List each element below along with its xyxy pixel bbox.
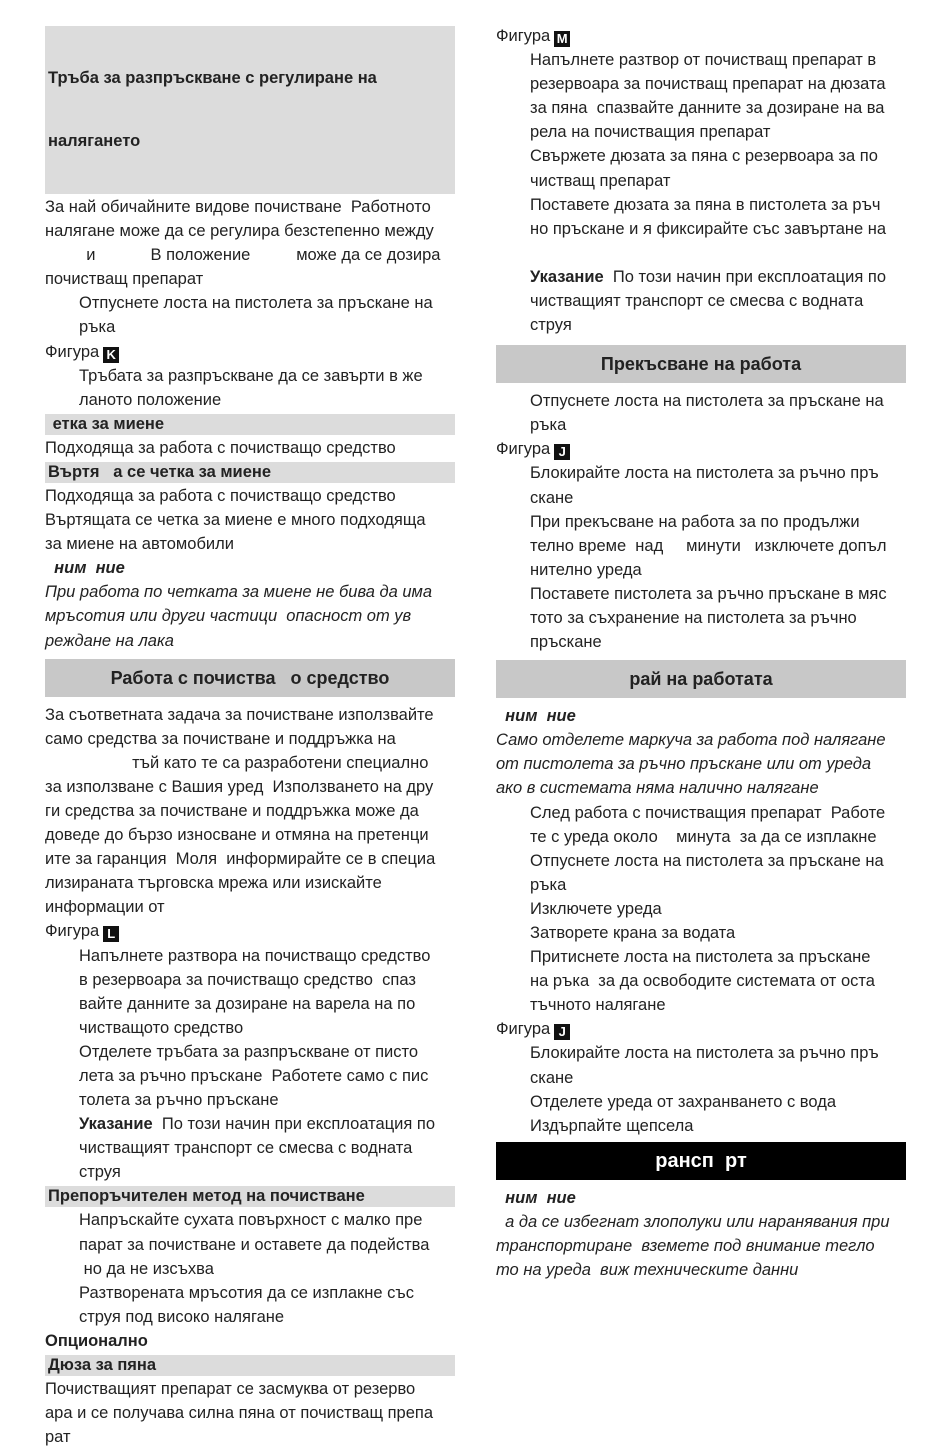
- paragraph: за миене на автомобили: [45, 535, 234, 554]
- spacer: [496, 241, 906, 265]
- section-heading-end-of-work: рай на работата: [496, 660, 906, 698]
- paragraph: доведе до бързо износване и отмяна на претенци: [45, 826, 429, 845]
- step: Свържете дюзата за пяна с резервоара за по: [530, 147, 878, 166]
- hint-text: чистващият транспорт се смесва с водната: [530, 291, 864, 310]
- step: тъчното налягане: [530, 996, 666, 1015]
- step: Блокирайте лоста на пистолета за ръчно пръ: [530, 464, 879, 483]
- attention-label: ним ние: [496, 707, 576, 726]
- step: Отделете тръбата за разпръскване от писто: [79, 1042, 419, 1061]
- figure-ref: Фигура K: [45, 340, 455, 364]
- step: Напълнете разтвора на почистващо средство: [79, 946, 431, 965]
- step: След работа с почистващия препарат Работе: [530, 803, 886, 822]
- step: на ръка за да освободите системата от оста: [530, 972, 875, 991]
- step: скане: [530, 488, 574, 507]
- paragraph: тъй като те са разработени специално: [45, 753, 429, 772]
- step: но пръскане и я фиксирайте със завъртане на: [530, 219, 887, 238]
- attention-text: При работа по четката за миене не бива да има: [45, 583, 433, 602]
- figure-ref: Фигура J: [496, 1017, 906, 1041]
- subheading-spray-tube: Тръба за разпръскване с регулиране на налягането: [45, 26, 455, 194]
- step: Отпуснете лоста на пистолета за пръскане на: [530, 392, 884, 411]
- step: вайте данните за дозиране на варела на по: [79, 994, 416, 1013]
- attention-text: то на уреда виж техническите данни: [496, 1261, 799, 1280]
- hint-text: струя: [79, 1163, 121, 1182]
- hint-text: чистващият транспорт се смесва с водната: [79, 1139, 413, 1158]
- attention-text: ако в системата няма налично налягане: [496, 779, 819, 798]
- hint: Указание По този начин при експлоатация по: [79, 1115, 435, 1134]
- subheading-rotating-brush: Въртя а се четка за миене: [45, 462, 455, 483]
- attention-text: Само отделете маркуча за работа под налягане: [496, 731, 886, 750]
- paragraph: Подходяща за работа с почистващо средство: [45, 486, 396, 505]
- hint: Указание По този начин при експлоатация по: [530, 267, 886, 286]
- section-heading-detergent: Работа с почиства о средство: [45, 659, 455, 697]
- step: При прекъсване на работа за по продължи: [530, 512, 860, 531]
- step: ръка: [79, 318, 116, 337]
- paragraph: ара и се получава силна пяна от почистващ препа: [45, 1404, 434, 1423]
- step: скане: [530, 1068, 574, 1087]
- paragraph: само средства за почистване и поддръжка на: [45, 729, 396, 748]
- hint-label: Указание: [530, 267, 604, 286]
- step: струя под високо налягане: [79, 1307, 285, 1326]
- section-heading-transport: рансп рт: [496, 1142, 906, 1180]
- attention-label: ним ние: [496, 1188, 576, 1207]
- paragraph: За най обичайните видове почистване Работното: [45, 198, 431, 216]
- paragraph: Подходяща за работа с почистващо средство: [45, 438, 396, 457]
- step: Притиснете лоста на пистолета за пръскане: [530, 948, 871, 967]
- figure-ref: Фигура L: [45, 919, 455, 943]
- step: телно време над минути изключете допъл: [530, 536, 887, 555]
- step: Поставете пистолета за ръчно пръскане в мяс: [530, 584, 887, 603]
- hint-text: струя: [530, 316, 572, 335]
- step: Издърпайте щепсела: [530, 1116, 694, 1135]
- paragraph: за използване с Вашия уред Използването на дру: [45, 777, 434, 796]
- step: Тръбата за разпръскване да се завърти в же: [79, 366, 423, 385]
- step: тото за съхранение на пистолета за ръчно: [530, 608, 857, 627]
- step: Блокирайте лоста на пистолета за ръчно пръ: [530, 1044, 879, 1063]
- attention-text: транспортиране вземете под внимание тегло: [496, 1237, 875, 1256]
- step: Напълнете разтвор от почистващ препарат в: [530, 51, 877, 70]
- figure-ref: Фигура J: [496, 437, 906, 461]
- attention-text: от пистолета за ръчно пръскане или от уреда: [496, 755, 872, 774]
- step: рела на почистващия препарат: [530, 123, 771, 142]
- step: ланото положение: [79, 390, 222, 409]
- step: резервоара за почистващ препарат на дюзата: [530, 75, 886, 94]
- subheading-foam-nozzle: Дюза за пяна: [45, 1355, 455, 1376]
- paragraph: рат: [45, 1428, 71, 1447]
- paragraph: налягане може да се регулира безстепенно между: [45, 222, 434, 241]
- figure-l-icon: L: [103, 926, 119, 942]
- figure-m-icon: M: [554, 31, 570, 47]
- paragraph: лизираната търговска мрежа или изискайте: [45, 874, 382, 893]
- step: Отпуснете лоста на пистолета за пръскане на: [79, 294, 433, 313]
- attention-label: ним ние: [45, 559, 125, 578]
- step: лета за ръчно пръскане Работете само с пис: [79, 1067, 429, 1085]
- step: те с уреда около минута за да се изплакне: [530, 827, 877, 846]
- paragraph: ги средства за почистване и поддръжка може да: [45, 801, 419, 820]
- attention-text: реждане на лака: [45, 631, 174, 650]
- step: парат за почистване и оставете да подейства: [79, 1235, 430, 1254]
- step: нително уреда: [530, 560, 642, 579]
- step: толета за ръчно пръскане: [79, 1091, 279, 1110]
- subheading-wash-brush: етка за миене: [45, 414, 455, 435]
- step: пръскане: [530, 633, 602, 652]
- paragraph: За съответната задача за почистване използвайте: [45, 705, 434, 724]
- hint-label: Указание: [79, 1115, 153, 1134]
- step: ръка: [530, 875, 567, 894]
- step: Разтворената мръсотия да се изплакне със: [79, 1283, 414, 1302]
- paragraph: Въртящата се четка за миене е много подходяща: [45, 511, 426, 530]
- step: Отделете уреда от захранването с вода: [530, 1092, 837, 1111]
- section-heading-interrupt: Прекъсване на работа: [496, 345, 906, 383]
- step: Изключете уреда: [530, 899, 662, 918]
- step: в резервоара за почистващо средство спаз: [79, 970, 416, 989]
- subheading-recommended-method: Препоръчителен метод на почистване: [45, 1186, 455, 1207]
- attention-text: а да се избегнат злополуки или наранявания при: [496, 1212, 890, 1231]
- paragraph: Почистващият препарат се засмуква от резерво: [45, 1380, 416, 1399]
- right-column: [496, 24, 906, 1282]
- step: чистващото средство: [79, 1018, 244, 1037]
- step: ръка: [530, 416, 567, 435]
- step: чистващ препарат: [530, 171, 671, 190]
- step: за пяна спазвайте данните за дозиране на ва: [530, 99, 885, 118]
- figure-k-icon: K: [103, 347, 119, 363]
- step: Поставете дюзата за пяна в пистолета за ръч: [530, 195, 881, 214]
- figure-ref: Фигура M: [496, 24, 906, 48]
- step: Напръскайте сухата повърхност с малко пре: [79, 1211, 423, 1230]
- step: Отпуснете лоста на пистолета за пръскане на: [530, 851, 884, 870]
- figure-j-icon: J: [554, 1024, 570, 1040]
- step: но да не изсъхва: [79, 1259, 214, 1278]
- paragraph: ите за гаранция Моля информирайте се в специа: [45, 850, 436, 869]
- figure-j-icon: J: [554, 444, 570, 460]
- paragraph: и В положение може да се дозира: [45, 246, 441, 265]
- paragraph: информации от: [45, 898, 165, 917]
- attention-text: мръсотия или други частици опасност от ув: [45, 607, 412, 626]
- left-column: [45, 24, 455, 1449]
- step: Затворете крана за водата: [530, 924, 736, 942]
- paragraph: почистващ препарат: [45, 270, 204, 289]
- optional-heading: Опционално: [45, 1331, 148, 1350]
